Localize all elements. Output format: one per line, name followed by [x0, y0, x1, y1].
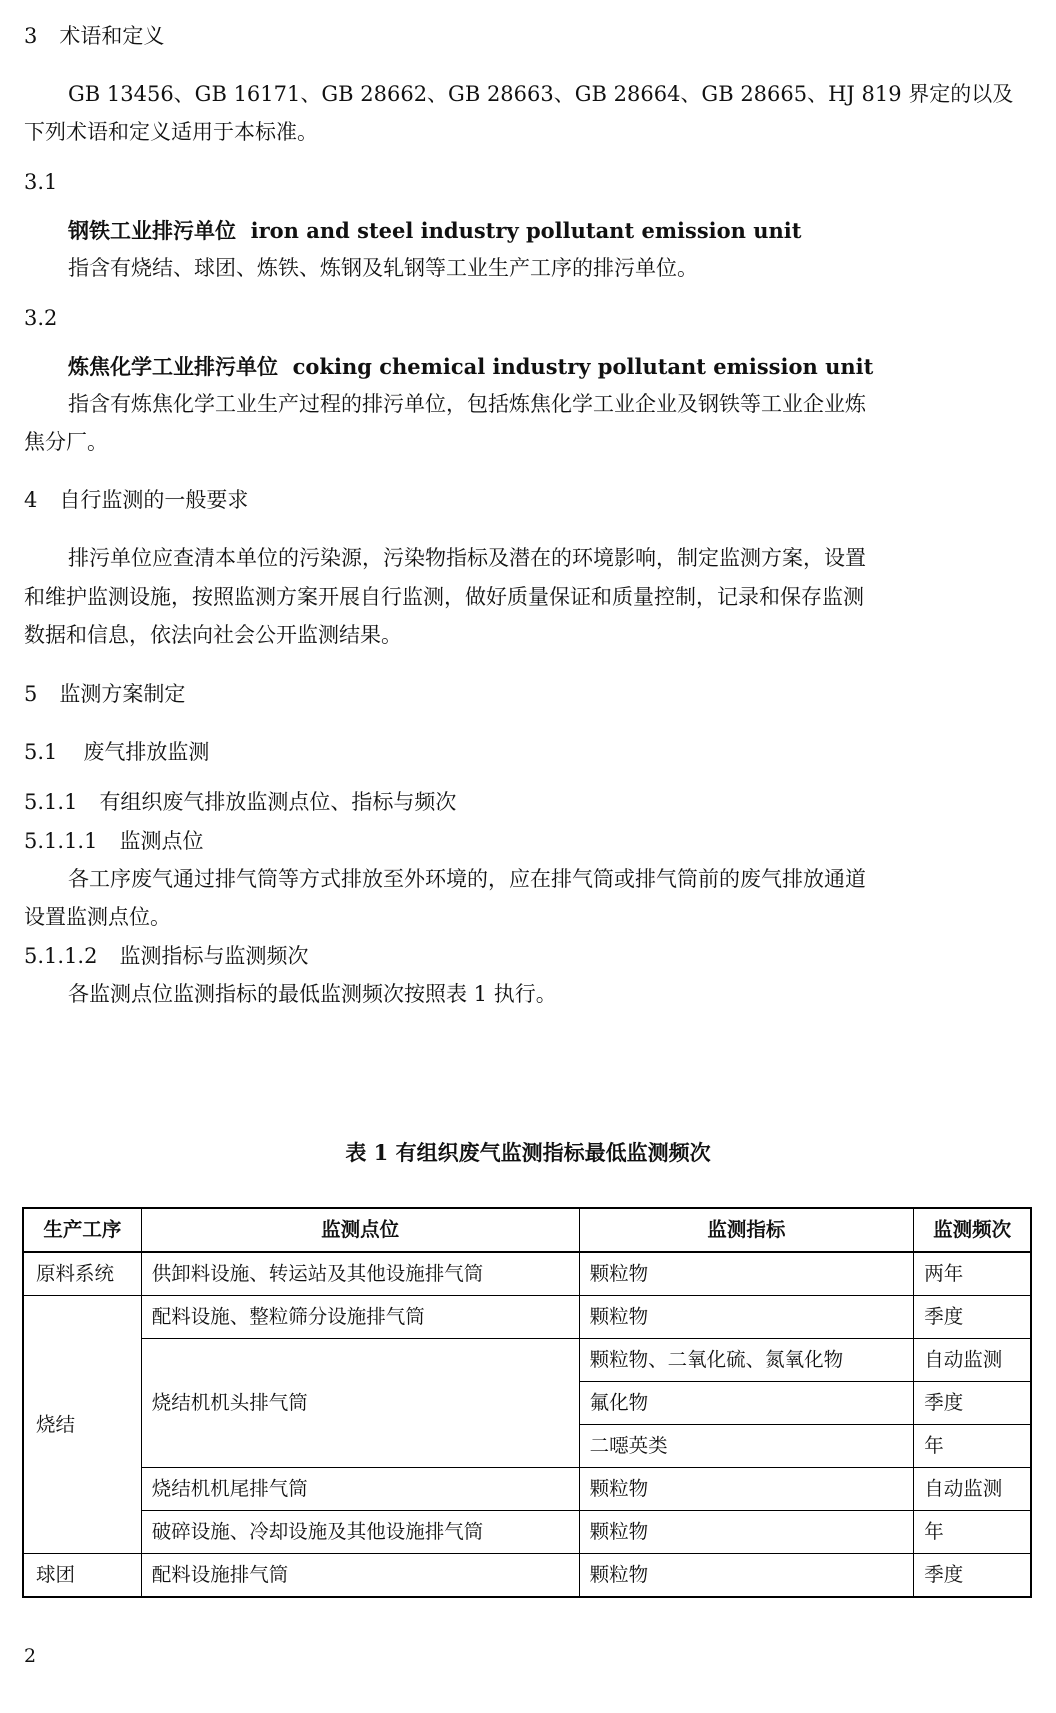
cell-point: 配料设施排气筒 [141, 1554, 579, 1598]
cell-frequency: 季度 [914, 1296, 1031, 1339]
cell-process: 球团 [23, 1554, 141, 1598]
term-heading [68, 218, 801, 243]
cell-frequency: 年 [914, 1425, 1031, 1468]
table-1 [22, 1207, 1032, 1598]
section-title: 术语和定义 [59, 24, 165, 48]
paragraph-line: 各工序废气通过排气筒等方式排放至外环境的，应在排气筒或排气筒前的废气排放通道 [68, 867, 866, 891]
term-definition: 焦分厂。 [24, 430, 108, 454]
section-5-1-1-2-heading [24, 944, 308, 969]
table-header-row [23, 1208, 1031, 1252]
header-process: 生产工序 [23, 1208, 141, 1252]
section-title: 废气排放监测 [83, 740, 210, 764]
section-title: 有组织废气排放监测点位、指标与频次 [99, 790, 457, 814]
page-number: 2 [24, 1645, 37, 1667]
section-number: 5.1.1.1 [24, 829, 98, 853]
cell-indicator: 颗粒物 [579, 1468, 914, 1511]
term-number: 3.1 [24, 170, 58, 194]
table-row [23, 1511, 1031, 1554]
cell-frequency: 自动监测 [914, 1339, 1031, 1382]
section-5-heading [24, 682, 185, 707]
cell-process: 烧结 [23, 1296, 141, 1554]
section-number: 5.1.1.2 [24, 944, 98, 968]
cell-frequency: 季度 [914, 1382, 1031, 1425]
section-title: 自行监测的一般要求 [59, 488, 249, 512]
cell-process: 原料系统 [23, 1252, 141, 1296]
cell-point: 破碎设施、冷却设施及其他设施排气筒 [141, 1511, 579, 1554]
cell-indicator: 颗粒物 [579, 1252, 914, 1296]
cell-frequency: 自动监测 [914, 1468, 1031, 1511]
paragraph-line: 数据和信息，依法向社会公开监测结果。 [24, 623, 402, 647]
section-number: 5.1.1 [24, 790, 78, 814]
paragraph-line: GB 13456、GB 16171、GB 28662、GB 28663、GB 28664、GB 28665、HJ 819 界定的以及 [68, 82, 1014, 106]
section-number: 3 [24, 24, 38, 48]
section-4-heading [24, 488, 248, 513]
header-point: 监测点位 [141, 1208, 579, 1252]
paragraph-line: 下列术语和定义适用于本标准。 [24, 120, 318, 144]
section-5-1-heading [24, 740, 209, 765]
cell-point: 配料设施、整粒筛分设施排气筒 [141, 1296, 579, 1339]
table-row [23, 1252, 1031, 1296]
term-definition: 指含有烧结、球团、炼铁、炼钢及轧钢等工业生产工序的排污单位。 [68, 256, 698, 280]
cell-point: 烧结机机头排气筒 [141, 1339, 579, 1468]
term-en: iron and steel industry pollutant emission unit [250, 218, 802, 243]
term-number: 3.2 [24, 306, 58, 330]
cell-indicator: 氟化物 [579, 1382, 914, 1425]
term-cn: 钢铁工业排污单位 [68, 218, 236, 243]
table-row [23, 1296, 1031, 1339]
paragraph-line: 各监测点位监测指标的最低监测频次按照表 1 执行。 [68, 982, 557, 1006]
section-number: 5.1 [24, 740, 58, 764]
cell-frequency: 两年 [914, 1252, 1031, 1296]
cell-indicator: 颗粒物 [579, 1554, 914, 1598]
table-caption: 表 1 有组织废气监测指标最低监测频次 [345, 1140, 711, 1165]
term-en: coking chemical industry pollutant emission unit [292, 354, 874, 379]
section-title: 监测指标与监测频次 [119, 944, 309, 968]
cell-frequency: 年 [914, 1511, 1031, 1554]
term-cn: 炼焦化学工业排污单位 [68, 354, 278, 379]
cell-point: 烧结机机尾排气筒 [141, 1468, 579, 1511]
section-number: 4 [24, 488, 38, 512]
cell-indicator: 二噁英类 [579, 1425, 914, 1468]
cell-indicator: 颗粒物、二氧化硫、氮氧化物 [579, 1339, 914, 1382]
cell-point: 供卸料设施、转运站及其他设施排气筒 [141, 1252, 579, 1296]
header-frequency: 监测频次 [914, 1208, 1031, 1252]
section-title: 监测方案制定 [59, 682, 186, 706]
table-row [23, 1339, 1031, 1382]
term-definition: 指含有炼焦化学工业生产过程的排污单位，包括炼焦化学工业企业及钢铁等工业企业炼 [68, 392, 866, 416]
header-indicator: 监测指标 [579, 1208, 914, 1252]
table-row [23, 1468, 1031, 1511]
cell-frequency: 季度 [914, 1554, 1031, 1598]
term-heading [68, 354, 873, 379]
section-5-1-1-1-heading [24, 829, 203, 854]
table-row [23, 1554, 1031, 1598]
paragraph-line: 和维护监测设施，按照监测方案开展自行监测，做好质量保证和质量控制，记录和保存监测 [24, 585, 864, 609]
section-title: 监测点位 [119, 829, 204, 853]
cell-indicator: 颗粒物 [579, 1296, 914, 1339]
section-3-heading [24, 24, 164, 49]
paragraph-line: 排污单位应查清本单位的污染源，污染物指标及潜在的环境影响，制定监测方案，设置 [68, 546, 866, 570]
cell-indicator: 颗粒物 [579, 1511, 914, 1554]
paragraph-line: 设置监测点位。 [24, 905, 171, 929]
section-number: 5 [24, 682, 38, 706]
section-5-1-1-heading [24, 790, 456, 815]
